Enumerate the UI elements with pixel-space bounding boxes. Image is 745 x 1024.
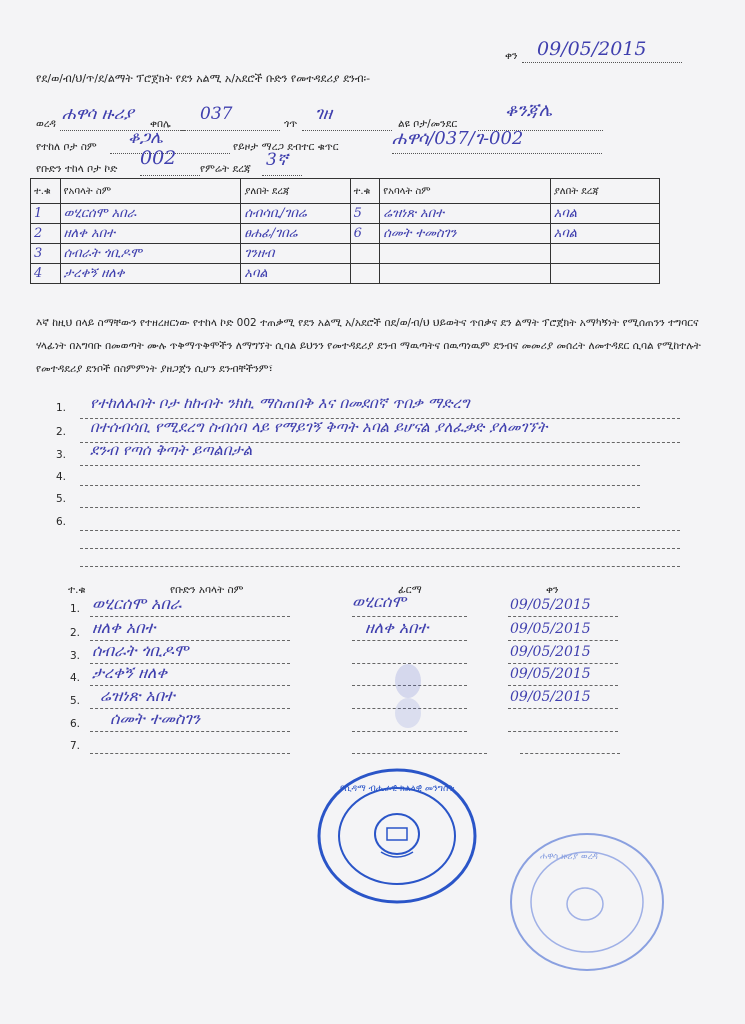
manual-line xyxy=(392,153,602,154)
got-label: ጎጥ xyxy=(284,118,298,130)
rule-line xyxy=(80,530,680,531)
sig-sign: ዘለቀ አበተ xyxy=(365,618,429,637)
sig-name: ታረቀኝ ዘለቀ xyxy=(92,663,168,682)
rule-text: ደንብ የጣሰ ቅጣት ይጣልበታል xyxy=(90,441,253,459)
grade-label: የምሬት ደረጃ xyxy=(200,163,251,175)
rule-number: 4. xyxy=(56,471,67,483)
sig-date: 09/05/2015 xyxy=(510,689,591,705)
rule-line xyxy=(80,485,640,486)
sig-sign-line xyxy=(352,753,487,754)
sig-col-sign: ፊርማ xyxy=(398,584,422,596)
rule-line xyxy=(80,566,680,567)
sig-date-line xyxy=(508,708,618,709)
cell-name: ሬዝነጽ አበተ xyxy=(383,206,444,221)
sig-sign: ወሂርሰሞ xyxy=(352,592,407,611)
sig-col-name: የቡድን አባላት ስም xyxy=(170,584,244,596)
table-row xyxy=(31,244,660,264)
seal-text: የሲዳማ ብሔራዊ ክልላዊ መንግስት xyxy=(340,784,455,794)
table-row xyxy=(31,224,660,244)
rule-text: የተከለሉበት ቦታ ከከብት ንክኪ ማስጠበቅ እና በመደበኛ ጥበቃ ማድረግ xyxy=(90,394,470,412)
sig-date: 09/05/2015 xyxy=(510,597,591,613)
site-name-label: የተከለ ቦታ ስም xyxy=(36,141,97,153)
header-no-2: ተ.ቁ xyxy=(350,179,380,204)
special-place-value: ቆንጃሌ xyxy=(505,100,552,121)
sig-row-number: 2. xyxy=(70,627,81,639)
cell-no: 2 xyxy=(34,226,43,241)
cell-name: ወሂርሰሞ አበራ xyxy=(63,206,137,221)
thumbprint-icon xyxy=(395,664,421,698)
cell-role: ሰብሳቢ/ገበሬ xyxy=(244,206,307,221)
cell-name: ሰመት ተመስገን xyxy=(383,226,457,241)
members-table-header xyxy=(31,179,660,204)
sig-sign-line xyxy=(352,640,467,641)
cell-role: ፀሐፊ/ገበሬ xyxy=(244,226,298,241)
sig-name: ዘለቀ አበተ xyxy=(92,618,156,637)
kebele-label: ቀበሌ xyxy=(150,118,171,130)
cell-name: ሰብራት ጎቢዶሞ xyxy=(63,246,142,261)
sig-row-number: 7. xyxy=(70,740,81,752)
group-code-value: 002 xyxy=(140,147,177,169)
sig-row-number: 3. xyxy=(70,650,81,662)
sig-date-line xyxy=(520,753,620,754)
sig-date-line xyxy=(508,616,618,617)
cell-role: አባል xyxy=(553,206,578,221)
sig-col-no: ተ.ቁ xyxy=(68,584,86,596)
sig-date-line xyxy=(508,685,618,686)
sig-name: ሰመት ተመስገን xyxy=(110,709,201,728)
cell-name: ዘለቀ አበተ xyxy=(63,226,115,241)
cell-role: አባል xyxy=(244,266,268,281)
faded-seal-text: ሐዋሳ ዙሪያ ወረዳ xyxy=(540,852,598,862)
members-table xyxy=(30,178,660,284)
header-role-2: ያለበት ደረጃ xyxy=(550,179,659,204)
sig-row-number: 1. xyxy=(70,603,81,615)
sig-name-line xyxy=(90,753,290,754)
woreda-value: ሐዋሳ ዙሪያ xyxy=(62,104,134,124)
cell-no: 3 xyxy=(34,246,43,261)
preamble-paragraph: እኛ ከዚህ በላይ ስማቸውን የተዘረዘርነው የተከላ ኮድ 002 ተጠቃሚ የደን አልሚ አ/አደሮች በደ/ወ/ብ/ህ ህይወትና ጥበቃና ደን ልማት ፕሮጀክት አማካኝነት የሚሰጠንን ተግባርና ሃላፊነት በአግባቡ በመወጣት ሙሉ ጥቅማጥቅሞችን ለማግኘት ሲባል ይህንን የመተዳደሪያ ደንብ ማዉጣትና በዉጣነዉም ደንብና መመሪያ መሰረት ለመተዳደር ሲባል የሚከተሉት የመተዳደሪያ ደንቦች በስምምነት ያዘጋጀን ሲሆን ደንብቸችንም፣ xyxy=(36,317,701,375)
date-line xyxy=(522,62,682,63)
sig-name-line xyxy=(90,731,290,732)
rule-number: 3. xyxy=(56,449,67,461)
sig-date: 09/05/2015 xyxy=(510,666,591,682)
document-title: የደ/ወ/ብ/ህ/ጥ/ደ/ልማት ፕሮጀክት የደን አልሚ አ/አደሮች ቡድን የመተዳደሪያ ደንብ፡- xyxy=(36,72,371,85)
group-code-label: የቡድን ተከላ ቦታ ኮድ xyxy=(36,163,118,175)
header-name-1: የአባላት ስም xyxy=(60,179,241,204)
sig-name: ሬዝነጽ አበተ xyxy=(100,686,175,705)
kebele-line xyxy=(180,130,280,131)
cell-name: ታረቀኝ ዘለቀ xyxy=(63,266,125,281)
rule-number: 5. xyxy=(56,493,67,505)
sig-name: ሰብራት ጎቢዶሞ xyxy=(92,641,189,660)
cell-role: ገንዘብ xyxy=(244,246,275,261)
got-value: ገዘ xyxy=(315,104,333,124)
sig-row-number: 5. xyxy=(70,695,81,707)
header-role-1: ያለበት ደረጃ xyxy=(241,179,350,204)
grade-line xyxy=(262,175,302,176)
manual-value: ሐዋሳ/037/ገ-002 xyxy=(392,128,524,149)
manual-label: የይዞታ ማረጋ ደብተር ቁጥር xyxy=(233,141,339,153)
site-name-value: ቆጋሌ xyxy=(128,128,163,148)
sig-name: ወሂርሰሞ አበራ xyxy=(92,594,182,613)
sig-date: 09/05/2015 xyxy=(510,644,591,660)
rule-number: 2. xyxy=(56,426,67,438)
rule-number: 1. xyxy=(56,402,67,414)
cell-no: 5 xyxy=(353,206,362,221)
group-code-line xyxy=(140,175,200,176)
header-no-1: ተ.ቁ xyxy=(31,179,61,204)
special-place-label: ልዩ ቦታ/መንደር xyxy=(398,118,458,130)
rule-line xyxy=(80,548,680,549)
date-label: ቀን xyxy=(505,50,518,62)
woreda-label: ወረዳ xyxy=(36,118,56,130)
sig-row-number: 6. xyxy=(70,718,81,730)
sig-sign-line xyxy=(352,731,467,732)
sig-date: 09/05/2015 xyxy=(510,621,591,637)
rule-text: በተሰብሳቢ የሚደረግ ስብሰባ ላይ የማይገኝ ቅጣት አባል ይሆናል ያለፈቃድ ያለመገኘት xyxy=(90,418,548,436)
sig-date-line xyxy=(508,731,618,732)
rule-line xyxy=(80,507,640,508)
date-value: 09/05/2015 xyxy=(537,38,647,60)
header-name-2: የአባላት ስም xyxy=(380,179,551,204)
sig-row-number: 4. xyxy=(70,672,81,684)
cell-role: አባል xyxy=(553,226,578,241)
grade-value: 3ኛ xyxy=(266,150,288,170)
sig-name-line xyxy=(90,616,290,617)
sig-col-date: ቀን xyxy=(546,584,559,596)
table-row xyxy=(31,204,660,224)
sig-sign-line xyxy=(352,616,467,617)
thumbprint-icon xyxy=(395,698,421,728)
rule-number: 6. xyxy=(56,516,67,528)
kebele-value: 037 xyxy=(200,104,233,124)
rule-line xyxy=(80,465,640,466)
got-line xyxy=(302,130,392,131)
cell-no: 4 xyxy=(34,266,43,281)
cell-no: 6 xyxy=(353,226,362,241)
cell-no: 1 xyxy=(34,206,43,221)
sig-date-line xyxy=(508,640,618,641)
table-row xyxy=(31,264,660,284)
sig-date-line xyxy=(508,663,618,664)
